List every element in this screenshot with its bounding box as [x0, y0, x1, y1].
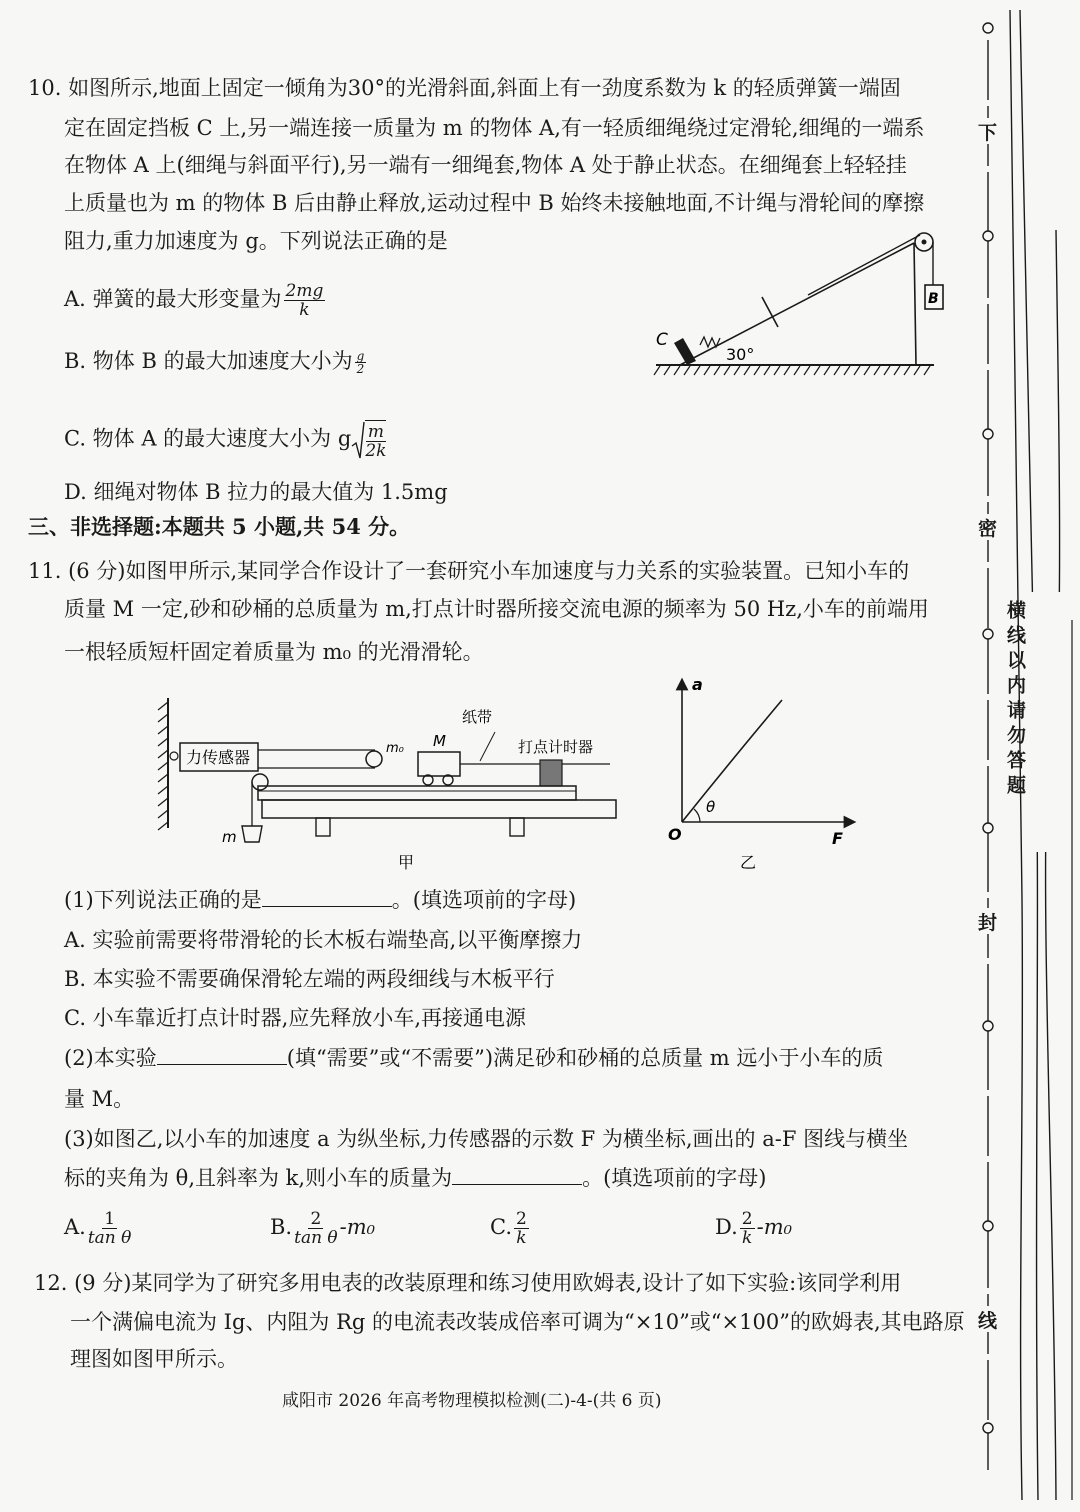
q12-line-1: 12. (9 分)某同学为了研究多用电表的改装原理和练习使用欧姆表,设计了如下实验:该同学利用: [34, 1271, 902, 1295]
q11-choice-b: B. $\frac{2}{\text{tan θ}}$ -m₀: [270, 1209, 376, 1248]
spring: [700, 337, 720, 347]
q10-option-c: C. 物体 A 的最大速度大小为 g $\frac{m}{2k}$: [64, 422, 387, 461]
q10-line-1: 10. 如图所示,地面上固定一倾角为30°的光滑斜面,斜面上有一劲度系数为 k 的轻质弹簧一端固: [28, 76, 901, 100]
label-b: B: [928, 291, 939, 307]
label-c: C: [656, 330, 668, 350]
sqrt-sign-icon: [351, 420, 365, 460]
margin-circle-icon: [983, 429, 993, 439]
q10-line-5: 阻力,重力加速度为 g。下列说法正确的是: [64, 229, 448, 253]
baffle-c: [674, 338, 696, 365]
margin-circle-icon: [983, 823, 993, 833]
margin-circle-icon: [983, 629, 993, 639]
margin-char-xia: 下: [978, 122, 998, 144]
axis-a-label: a: [692, 675, 703, 694]
wall-hatching: [158, 702, 168, 830]
table-pulley-icon: [252, 774, 268, 790]
q12-line-3: 理图如图甲所示。: [70, 1347, 238, 1371]
a-f-curve: [682, 700, 782, 822]
margin-circle-icon: [983, 1221, 993, 1231]
q10-option-b: B. 物体 B 的最大加速度大小为 $\frac{g}{2}$: [64, 349, 365, 376]
q10-line-3: 在物体 A 上(细绳与斜面平行),另一端有一细绳套,物体 A 处于静止状态。在细绳套上轻轻挂: [64, 153, 907, 177]
tape-label: 纸带: [462, 708, 493, 726]
axis-f-label: F: [832, 829, 843, 848]
figure-yi: [660, 672, 860, 877]
angle-label: 30°: [726, 345, 755, 364]
q11-line-3: 一根轻质短杆固定着质量为 m₀ 的光滑滑轮。: [64, 640, 484, 664]
margin-char-xian: 线: [978, 1310, 998, 1332]
margin-circle-icon: [983, 1021, 993, 1031]
q11-choice-a: A. $\frac{1}{\text{tan θ}}$: [64, 1209, 132, 1248]
timer-block: [540, 760, 562, 786]
incline-surface: [680, 243, 914, 365]
long-board: [258, 786, 576, 800]
q10-option-d: D. 细绳对物体 B 拉力的最大值为 1.5mg: [64, 480, 448, 504]
rope: [808, 235, 920, 295]
incline-figure: [650, 225, 950, 385]
section-3-heading: 三、非选择题:本题共 5 小题,共 54 分。: [28, 514, 411, 539]
figure-yi-caption: 乙: [740, 853, 757, 872]
q11-choice-c: C. $\frac{2}{k}$: [490, 1209, 527, 1248]
q11-part-2: (2)本实验 (填“需要”或“不需要”)满足砂和砂桶的总质量 m 远小于小车的质: [64, 1046, 884, 1070]
margin-char-feng: 封: [978, 912, 998, 934]
q12-line-2: 一个满偏电流为 Ig、内阻为 Rg 的电流表改装成倍率可调为“×10”或“×100”的欧姆表,其电路原: [70, 1310, 965, 1334]
timer-label: 打点计时器: [518, 738, 594, 756]
margin-circle-icon: [983, 1423, 993, 1433]
margin-char-mi: 密: [978, 518, 998, 540]
q10-line-2: 定在固定挡板 C 上,另一端连接一质量为 m 的物体 A,有一轻质细绳绕过定滑轮,细绳的一端系: [64, 116, 925, 140]
q10-option-a: A. 弹簧的最大形变量为 $\frac{2mg}{k}$: [64, 281, 324, 320]
cart-m-label: M: [433, 732, 446, 750]
table-top: [262, 800, 616, 818]
page-footer: 咸阳市 2026 年高考物理模拟检测(二)-4-(共 6 页): [282, 1391, 662, 1411]
q11-part-3: (3)如图乙,以小车的加速度 a 为纵坐标,力传感器的示数 F 为横坐标,画出的 a-F 图线与横坐: [64, 1127, 909, 1151]
margin-warning-text: 横线以内请勿答题: [1004, 600, 1026, 800]
q11-choice-d: D. $\frac{2}{k}$ -m₀: [715, 1209, 793, 1248]
cart-pulley-icon: [366, 751, 382, 767]
q11-p1-option-a: A. 实验前需要将带滑轮的长木板右端垫高,以平衡摩擦力: [64, 928, 583, 952]
q11-p1-option-c: C. 小车靠近打点计时器,应先释放小车,再接通电源: [64, 1006, 527, 1030]
ground-hatching: [654, 366, 930, 375]
block-a-edge: [762, 297, 778, 327]
margin-circle-icon: [983, 23, 993, 33]
figure-jia-caption: 甲: [398, 853, 415, 872]
figure-jia: [150, 690, 630, 875]
q11-line-2: 质量 M 一定,砂和砂桶的总质量为 m,打点计时器所接交流电源的频率为 50 Hz,小车的前端用: [64, 597, 929, 621]
sensor-label: 力传感器: [186, 748, 251, 767]
cart: [418, 752, 460, 776]
m0-label: m₀: [386, 741, 404, 756]
q11-line-1: 11. (6 分)如图甲所示,某同学合作设计了一套研究小车加速度与力关系的实验装置。已知小车的: [28, 559, 910, 583]
q11-part-3-cont: 标的夹角为 θ,且斜率为 k,则小车的质量为 。(填选项前的字母): [64, 1166, 767, 1190]
incline-vertical-side: [914, 243, 916, 365]
q10-line-4: 上质量也为 m 的物体 B 后由静止释放,运动过程中 B 始终未接触地面,不计绳与滑轮间的摩擦: [64, 191, 925, 215]
bucket-m-label: m: [222, 828, 237, 846]
origin-label: O: [668, 825, 682, 844]
theta-label: θ: [706, 798, 716, 816]
q11-part-1: (1)下列说法正确的是 。(填选项前的字母): [64, 888, 577, 912]
q11-part-2-cont: 量 M。: [64, 1087, 135, 1111]
sand-bucket: [242, 826, 262, 842]
q11-p1-option-b: B. 本实验不需要确保滑轮左端的两段细线与木板平行: [64, 967, 555, 991]
margin-circle-icon: [983, 231, 993, 241]
